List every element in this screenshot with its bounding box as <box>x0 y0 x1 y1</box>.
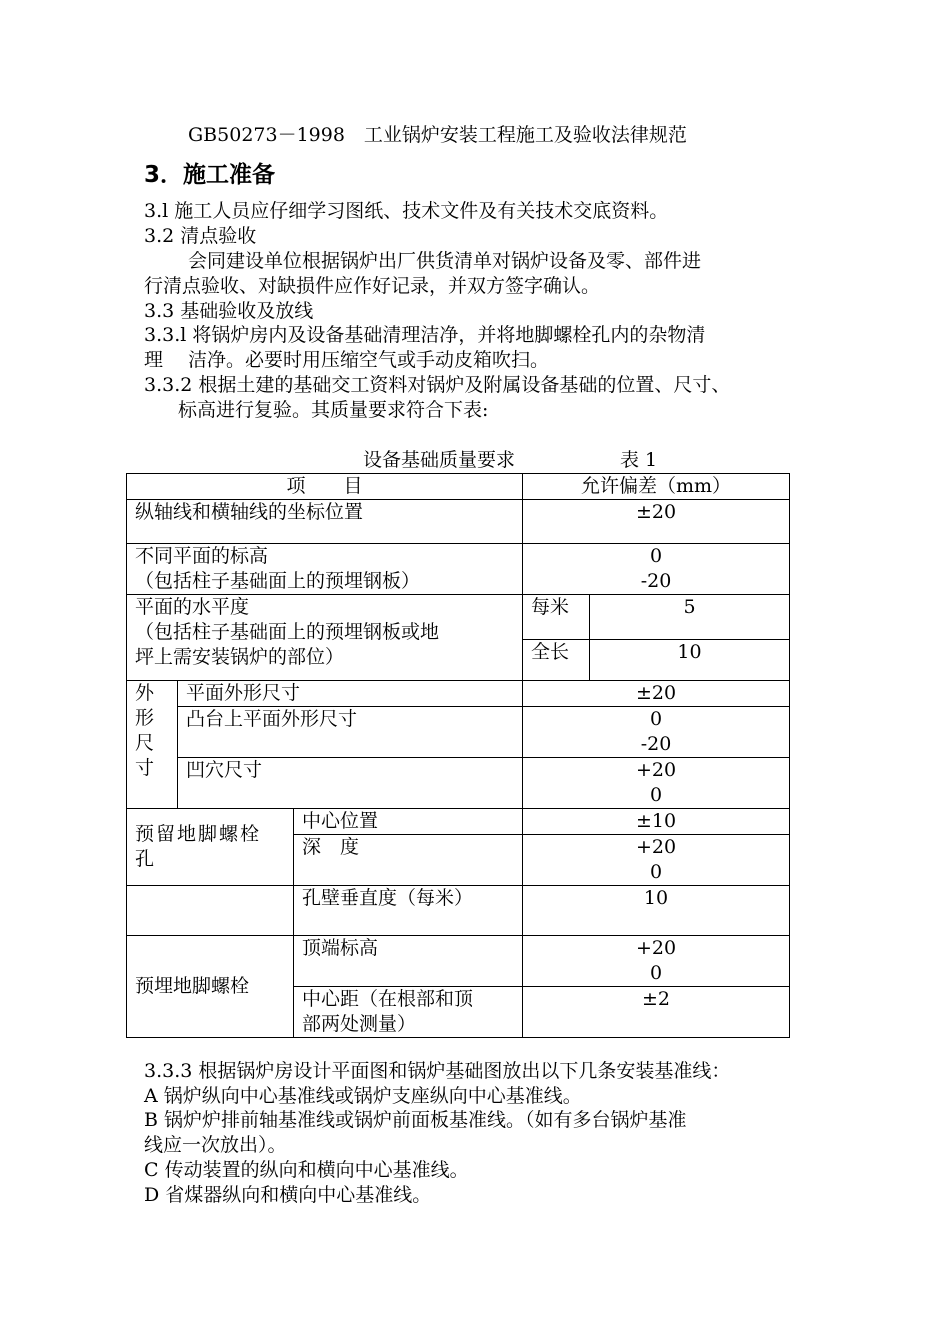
row-item-line: 不同平面的标高 <box>135 545 269 567</box>
header-tolerance: 允许偏差（mm） <box>523 474 790 500</box>
paragraph-3-3-2-line2: 标高进行复验。其质量要求符合下表: <box>178 399 489 421</box>
group-label: 预埋地脚螺栓 <box>127 936 294 1038</box>
sub-label: 每米 <box>523 595 590 640</box>
row-value-line: 0 <box>649 545 663 567</box>
row-item-line: 部两处测量） <box>302 1013 417 1035</box>
row-item: 深 度 <box>294 835 523 886</box>
row-value-line: +20 <box>635 836 677 858</box>
row-item: 平面外形尺寸 <box>178 681 523 707</box>
row-value-line: 0 <box>649 784 663 806</box>
paragraph-3-3-heading: 3.3 基础验收及放线 <box>144 300 314 322</box>
row-item-line: （包括柱子基础面上的预埋钢板） <box>135 570 421 592</box>
sub-label: 全长 <box>523 640 590 681</box>
row-value: 10 <box>523 886 790 936</box>
quality-requirements-table <box>126 473 790 1038</box>
table-caption: 设备基础质量要求 <box>363 449 516 471</box>
table-row <box>127 936 790 987</box>
paragraph-3-3-1-line2: 理 洁净。必要时用压缩空气或手动皮箱吹扫。 <box>144 349 550 371</box>
paragraph-3-3-3: 3.3.3 根据锅炉房设计平面图和锅炉基础图放出以下几条安装基准线： <box>144 1060 731 1082</box>
paragraph-3-2-line1: 会同建设单位根据锅炉出厂供货清单对锅炉设备及零、部件进 <box>188 250 702 272</box>
row-value-line: +20 <box>635 937 677 959</box>
table-row <box>127 886 790 936</box>
row-value-line: 0 <box>649 708 663 730</box>
row-item-line: 平面的水平度 <box>135 596 250 618</box>
table-row <box>127 500 790 544</box>
row-value-line: 0 <box>649 962 663 984</box>
group-label <box>127 809 294 886</box>
table-row <box>127 595 790 640</box>
row-value-line: -20 <box>640 570 672 592</box>
document-title: GB50273－1998 工业锅炉安装工程施工及验收法律规范 <box>188 124 687 146</box>
group-label-char: 尺 <box>135 732 155 754</box>
group-label-line: 预留地脚螺栓 <box>135 823 262 845</box>
empty-cell <box>127 886 294 936</box>
paragraph-3-2-line2: 行清点验收、对缺损件应作好记录，并双方签字确认。 <box>144 275 601 297</box>
row-value: ±20 <box>523 681 790 707</box>
header-item: 项 目 <box>127 474 523 500</box>
paragraph-3-1: 3.l 施工人员应仔细学习图纸、技术文件及有关技术交底资料。 <box>144 200 669 222</box>
table-row <box>127 681 790 707</box>
row-value <box>523 835 790 886</box>
row-value: ±2 <box>523 987 790 1038</box>
row-item: 顶端标高 <box>294 936 523 987</box>
row-value: ±20 <box>523 500 790 544</box>
paragraph-3-3-2-line1: 3.3.2 根据土建的基础交工资料对锅炉及附属设备基础的位置、尺寸、 <box>144 374 731 396</box>
row-value <box>523 707 790 758</box>
row-value-line: -20 <box>640 733 672 755</box>
row-item: 凹穴尺寸 <box>178 758 523 809</box>
row-item-line: 中心距（在根部和顶 <box>302 988 474 1010</box>
table-row <box>127 809 790 835</box>
row-item: 纵轴线和横轴线的坐标位置 <box>127 500 523 544</box>
row-value <box>523 544 790 595</box>
row-item: 中心位置 <box>294 809 523 835</box>
table-row <box>127 758 790 809</box>
baseline-b-line1: B 锅炉炉排前轴基准线或锅炉前面板基准线。（如有多台锅炉基准 <box>144 1109 687 1131</box>
row-item <box>127 595 523 681</box>
section-heading: 3．施工准备 <box>144 162 276 188</box>
row-value-line: 0 <box>649 861 663 883</box>
group-label-char: 外 <box>135 682 155 704</box>
group-label-char: 形 <box>135 707 155 729</box>
row-value: 5 <box>590 595 790 640</box>
row-value <box>523 758 790 809</box>
row-value: 10 <box>590 640 790 681</box>
row-value: ±10 <box>523 809 790 835</box>
baseline-a: A 锅炉纵向中心基准线或锅炉支座纵向中心基准线。 <box>144 1085 582 1107</box>
row-value <box>523 936 790 987</box>
baseline-b-line2: 线应一次放出）。 <box>144 1134 287 1156</box>
row-value-line: +20 <box>635 759 677 781</box>
baseline-d: D 省煤器纵向和横向中心基准线。 <box>144 1184 432 1206</box>
row-item-line: （包括柱子基础面上的预埋钢板或地 <box>135 621 440 643</box>
table-number: 表 1 <box>620 449 658 471</box>
row-item: 孔壁垂直度（每米） <box>294 886 523 936</box>
row-item-line: 坪上需安装锅炉的部位） <box>135 646 345 668</box>
paragraph-3-2-heading: 3.2 清点验收 <box>144 225 257 247</box>
baseline-c: C 传动装置的纵向和横向中心基准线。 <box>144 1159 469 1181</box>
table-row <box>127 544 790 595</box>
table-header-row <box>127 474 790 500</box>
group-label <box>127 681 178 809</box>
row-item: 凸台上平面外形尺寸 <box>178 707 523 758</box>
row-item <box>127 544 523 595</box>
paragraph-3-3-1-line1: 3.3.l 将锅炉房内及设备基础清理洁净，并将地脚螺栓孔内的杂物清 <box>144 324 706 346</box>
table-row <box>127 707 790 758</box>
group-label-char: 寸 <box>135 757 155 779</box>
row-item <box>294 987 523 1038</box>
group-label-line: 孔 <box>135 848 157 870</box>
